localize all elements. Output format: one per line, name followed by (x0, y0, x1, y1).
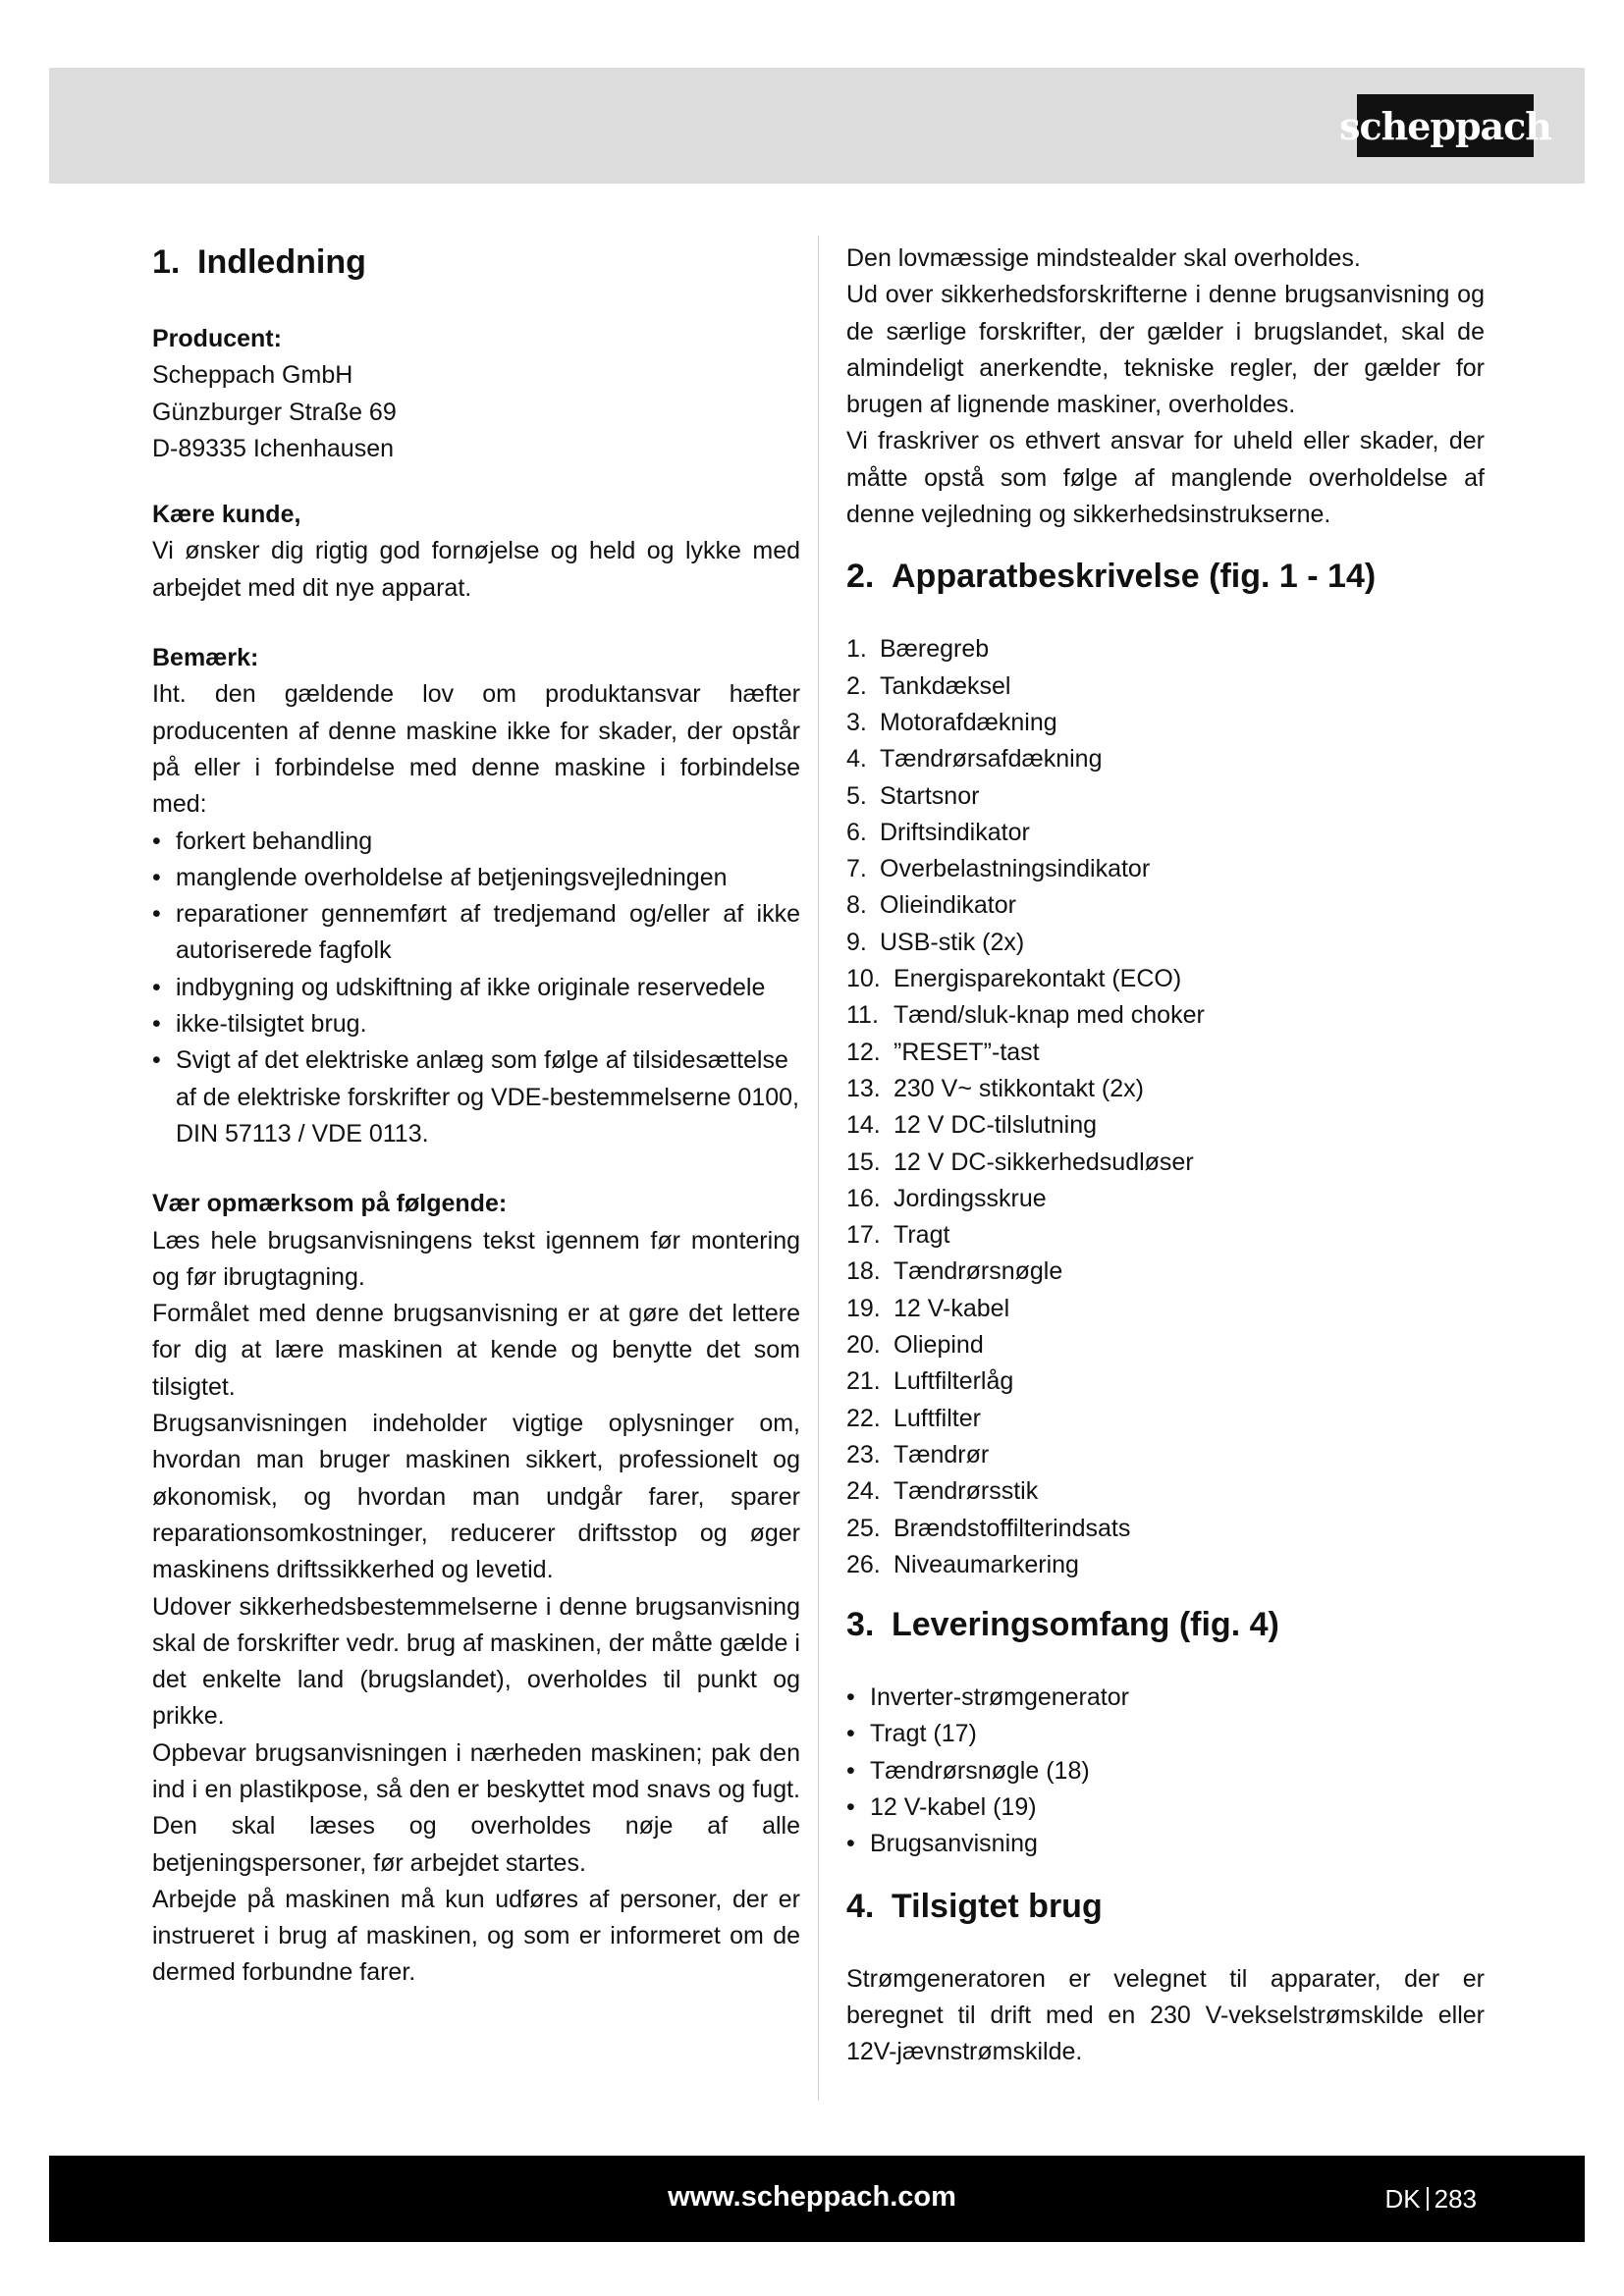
continued-paragraph: Vi fraskriver os ethvert ansvar for uheld eller skader, der måtte opstå som følge af manglende overholdelse af denne vejledning og sikkerhedsinstrukserne. (846, 427, 1485, 529)
section-heading-scope (846, 1603, 1485, 1646)
heading-text: Leveringsomfang (fig. 4) (892, 1606, 1279, 1644)
attention-paragraph: Brugsanvisningen indeholder vigtige oplysninger om, hvordan man bruger maskinen sikkert, professionelt og økonomisk, og hvordan man undgår farer, sparer reparationsomkostninger, reducerer driftsstop og øger maskinens driftssikkerhed og levetid. (152, 1410, 800, 1584)
right-column (846, 240, 1485, 2070)
list-item: • reparationer gennemført af tredjemand og/eller af ikke autoriserede fagfolk (152, 896, 800, 970)
continued-paragraph: Ud over sikkerhedsforskrifterne i denne brugsanvisning og de særlige forskrifter, der gælder i brugslandet, skal de almindeligt anerkendte, tekniske regler, der gælder for brugen af lignende maskiner, overholdes. (846, 281, 1485, 419)
heading-number: 2. (846, 558, 875, 596)
list-item: • forkert behandling (152, 824, 800, 860)
list-item: • Inverter-strømgenerator (846, 1680, 1485, 1716)
heading-text: Indledning (197, 243, 366, 281)
intended-use-text: Strømgeneratoren er velegnet til apparater, der er beregnet til drift med en 230 V-vekselstrømskilde eller 12V-jævnstrømskilde. (846, 1964, 1485, 2066)
list-item: • Tragt (17) (846, 1716, 1485, 1752)
attention-paragraph: Formålet med denne brugsanvisning er at gøre det lettere for dig at lære maskinen at kende og benytte det som tilsigtet. (152, 1300, 800, 1401)
list-item: 6. Driftsindikator (846, 818, 1030, 846)
list-item: • Brugsanvisning (846, 1826, 1485, 1862)
heading-text: Apparatbeskrivelse (fig. 1 - 14) (892, 558, 1377, 596)
separator (1427, 2187, 1429, 2211)
list-item: 14. 12 V DC-tilslutning (846, 1111, 1098, 1140)
list-item: 19. 12 V-kabel (846, 1294, 1010, 1322)
list-item: 2. Tankdæksel (846, 671, 1011, 700)
heading-number: 4. (846, 1887, 875, 1925)
list-item: 22. Luftfilter (846, 1404, 981, 1432)
list-item: • Svigt af det elektriske anlæg som følge af tilsidesættelse af de elektriske forskrifter og VDE-bestemmelserne 0100, DIN 57113 / VDE 0113. (152, 1042, 800, 1152)
list-item: 18. Tændrørsnøgle (846, 1257, 1063, 1286)
list-item: • manglende overholdelse af betjeningsvejledningen (152, 860, 800, 896)
left-column (152, 240, 800, 1992)
list-item: 24. Tændrørsstik (846, 1477, 1039, 1506)
list-item: 4. Tændrørsafdækning (846, 745, 1103, 774)
note-label: Bemærk: (152, 644, 259, 672)
list-item: 15. 12 V DC-sikkerhedsudløser (846, 1148, 1194, 1176)
list-item: 1. Bæregreb (846, 635, 990, 664)
list-item: 21. Luftfilterlåg (846, 1367, 1014, 1396)
dear-text: Vi ønsker dig rigtig god fornøjelse og held og lykke med arbejdet med dit nye apparat. (152, 537, 800, 602)
attention-paragraph: Arbejde på maskinen må kun udføres af personer, der er instrueret i brug af maskinen, og som er informeret om de dermed forbundne farer. (152, 1885, 800, 1987)
continued-paragraph: Den lovmæssige mindstealder skal overholdes. (846, 244, 1361, 272)
list-item: 10. Energisparekontakt (ECO) (846, 965, 1182, 993)
page-num: 283 (1434, 2184, 1477, 2214)
list-item: 3. Motorafdækning (846, 708, 1057, 736)
producer-label: Producent: (152, 325, 282, 352)
list-item: • ikke-tilsigtet brug. (152, 1006, 800, 1042)
list-item: 23. Tændrør (846, 1440, 990, 1468)
section-heading-intro (152, 240, 800, 284)
note-bullet-list (152, 824, 800, 1153)
list-item: • indbygning og udskiftning af ikke originale reservedele (152, 970, 800, 1006)
list-item: 17. Tragt (846, 1221, 950, 1250)
footer-url[interactable]: www.scheppach.com (668, 2181, 956, 2213)
list-item: 8. Olieindikator (846, 891, 1016, 920)
producer-line: Günzburger Straße 69 (152, 398, 397, 426)
scheppach-logo: scheppach (1357, 94, 1534, 157)
scope-list (846, 1680, 1485, 1862)
attention-label: Vær opmærksom på følgende: (152, 1190, 508, 1218)
heading-text: Tilsigtet brug (892, 1887, 1103, 1925)
heading-number: 3. (846, 1606, 875, 1644)
page-number (1384, 2179, 1477, 2218)
dear-label: Kære kunde, (152, 501, 301, 529)
list-item: 26. Niveaumarkering (846, 1550, 1079, 1578)
parts-list (846, 631, 1485, 1583)
attention-paragraph: Opbevar brugsanvisningen i nærheden maskinen; pak den ind i en plastikpose, så den er beskyttet mod snavs og fugt. Den skal læses og overholdes nøje af alle betjeningspersoner, før arbejdet startes. (152, 1738, 800, 1877)
list-item: 5. Startsnor (846, 781, 980, 810)
list-item: 13. 230 V~ stikkontakt (2x) (846, 1074, 1144, 1102)
section-heading-description (846, 555, 1485, 598)
list-item: • Tændrørsnøgle (18) (846, 1753, 1485, 1789)
list-item: 7. Overbelastningsindikator (846, 855, 1151, 883)
language-code: DK (1384, 2184, 1421, 2214)
column-divider (818, 236, 819, 2101)
list-item: 25. Brændstoffilterindsats (846, 1514, 1131, 1542)
list-item: 9. USB-stik (2x) (846, 928, 1025, 956)
list-item: • 12 V-kabel (19) (846, 1789, 1485, 1826)
producer-line: D-89335 Ichenhausen (152, 434, 395, 462)
attention-paragraph: Udover sikkerhedsbestemmelserne i denne brugsanvisning skal de forskrifter vedr. brug af maskinen, der måtte gælde i det enkelte land (brugslandet), overholdes til punkt og prikke. (152, 1592, 800, 1731)
list-item: 20. Oliepind (846, 1331, 984, 1360)
list-item: 16. Jordingsskrue (846, 1184, 1047, 1212)
section-heading-intended-use (846, 1885, 1485, 1928)
attention-paragraph: Læs hele brugsanvisningens tekst igennem før montering og før ibrugtagning. (152, 1226, 800, 1291)
note-text: Iht. den gældende lov om produktansvar hæfter producenten af denne maskine ikke for skader, der opstår på eller i forbindelse med denne maskine i forbindelse med: (152, 680, 800, 819)
heading-number: 1. (152, 243, 181, 281)
producer-line: Scheppach GmbH (152, 361, 353, 390)
list-item: 11. Tænd/sluk-knap med choker (846, 1001, 1205, 1030)
list-item: 12. ”RESET”-tast (846, 1038, 1040, 1066)
